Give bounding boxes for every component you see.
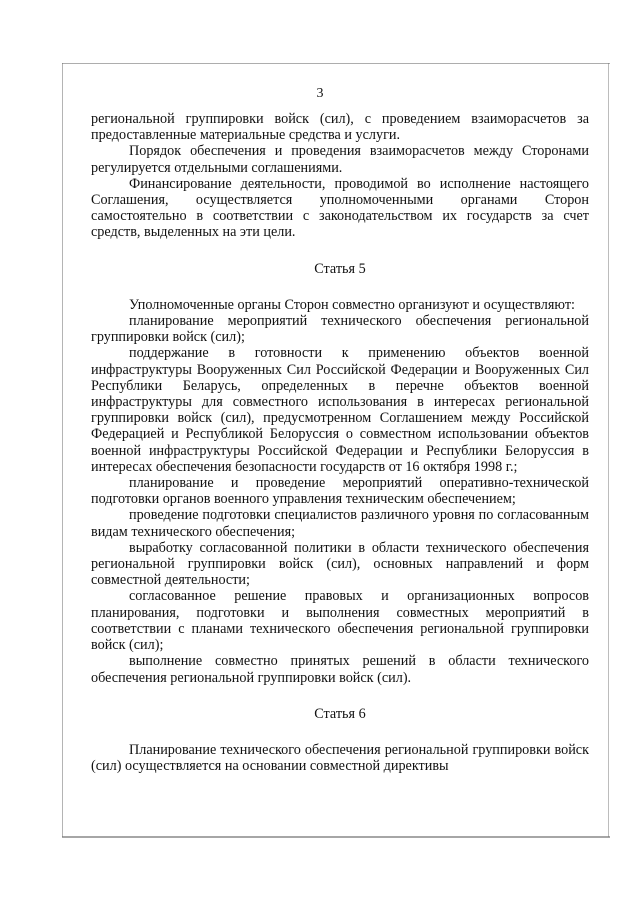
paragraph: Финансирование деятельности, проводимой во исполнение настоящего Соглашения, осуществляется уполномоченными органами Сторон самостоятельно в соответствии с законодательством их государств за счет средств, выделенных на эти цели. (91, 175, 589, 241)
scan-edge-top (62, 63, 610, 64)
paragraph: Планирование технического обеспечения региональной группировки войск (сил) осуществляется на основании совместной директивы (91, 741, 589, 775)
paragraph: планирование и проведение мероприятий оперативно-технической подготовки органов военного управления техническим обеспечением; (91, 475, 589, 508)
scan-edge-right (608, 63, 609, 837)
paragraph: согласованное решение правовых и организационных вопросов планирования, подготовки и выполнения совместных мероприятий в соответствии с планами технического обеспечения региональной группировки войск (сил); (91, 588, 589, 654)
scan-edge-left (62, 63, 63, 837)
document-body (91, 111, 589, 774)
paragraph: выработку согласованной политики в области технического обеспечения региональной группировки войск (сил), основных направлений и форм совместной деятельности; (91, 539, 589, 589)
article-5-heading: Статья 5 (314, 260, 366, 277)
paragraph: выполнение совместно принятых решений в области технического обеспечения региональной группировки войск (сил). (91, 653, 589, 686)
paragraph: Уполномоченные органы Сторон совместно организуют и осуществляют: (129, 296, 575, 313)
paragraph: региональной группировки войск (сил), с проведением взаиморасчетов за предоставленные материальные средства и услуги. (91, 111, 589, 144)
paragraph: Порядок обеспечения и проведения взаиморасчетов между Сторонами регулируется отдельными соглашениями. (91, 143, 589, 176)
scan-edge-bottom (62, 836, 610, 838)
paragraph: планирование мероприятий технического обеспечения региональной группировки войск (сил); (91, 313, 589, 346)
paragraph: проведение подготовки специалистов различного уровня по согласованным видам технического обеспечения; (91, 507, 589, 540)
paragraph: поддержание в готовности к применению объектов военной инфраструктуры Вооруженных Сил Российской Федерации и Вооруженных Сил Республики Беларусь, определенных в перечне объектов военной инфраструктуры для совместного использования в интересах региональной группировки войск (сил), предусмотренном Соглашением между Российской Федерацией и Республикой Белоруссия о совместном использовании объектов военной инфраструктуры Российской Федерации и Республики Белоруссия в интересах обеспечения безопасности государств от 16 октября 1998 г.; (91, 345, 589, 475)
article-6-heading: Статья 6 (314, 705, 366, 722)
page-number: 3 (316, 86, 324, 101)
